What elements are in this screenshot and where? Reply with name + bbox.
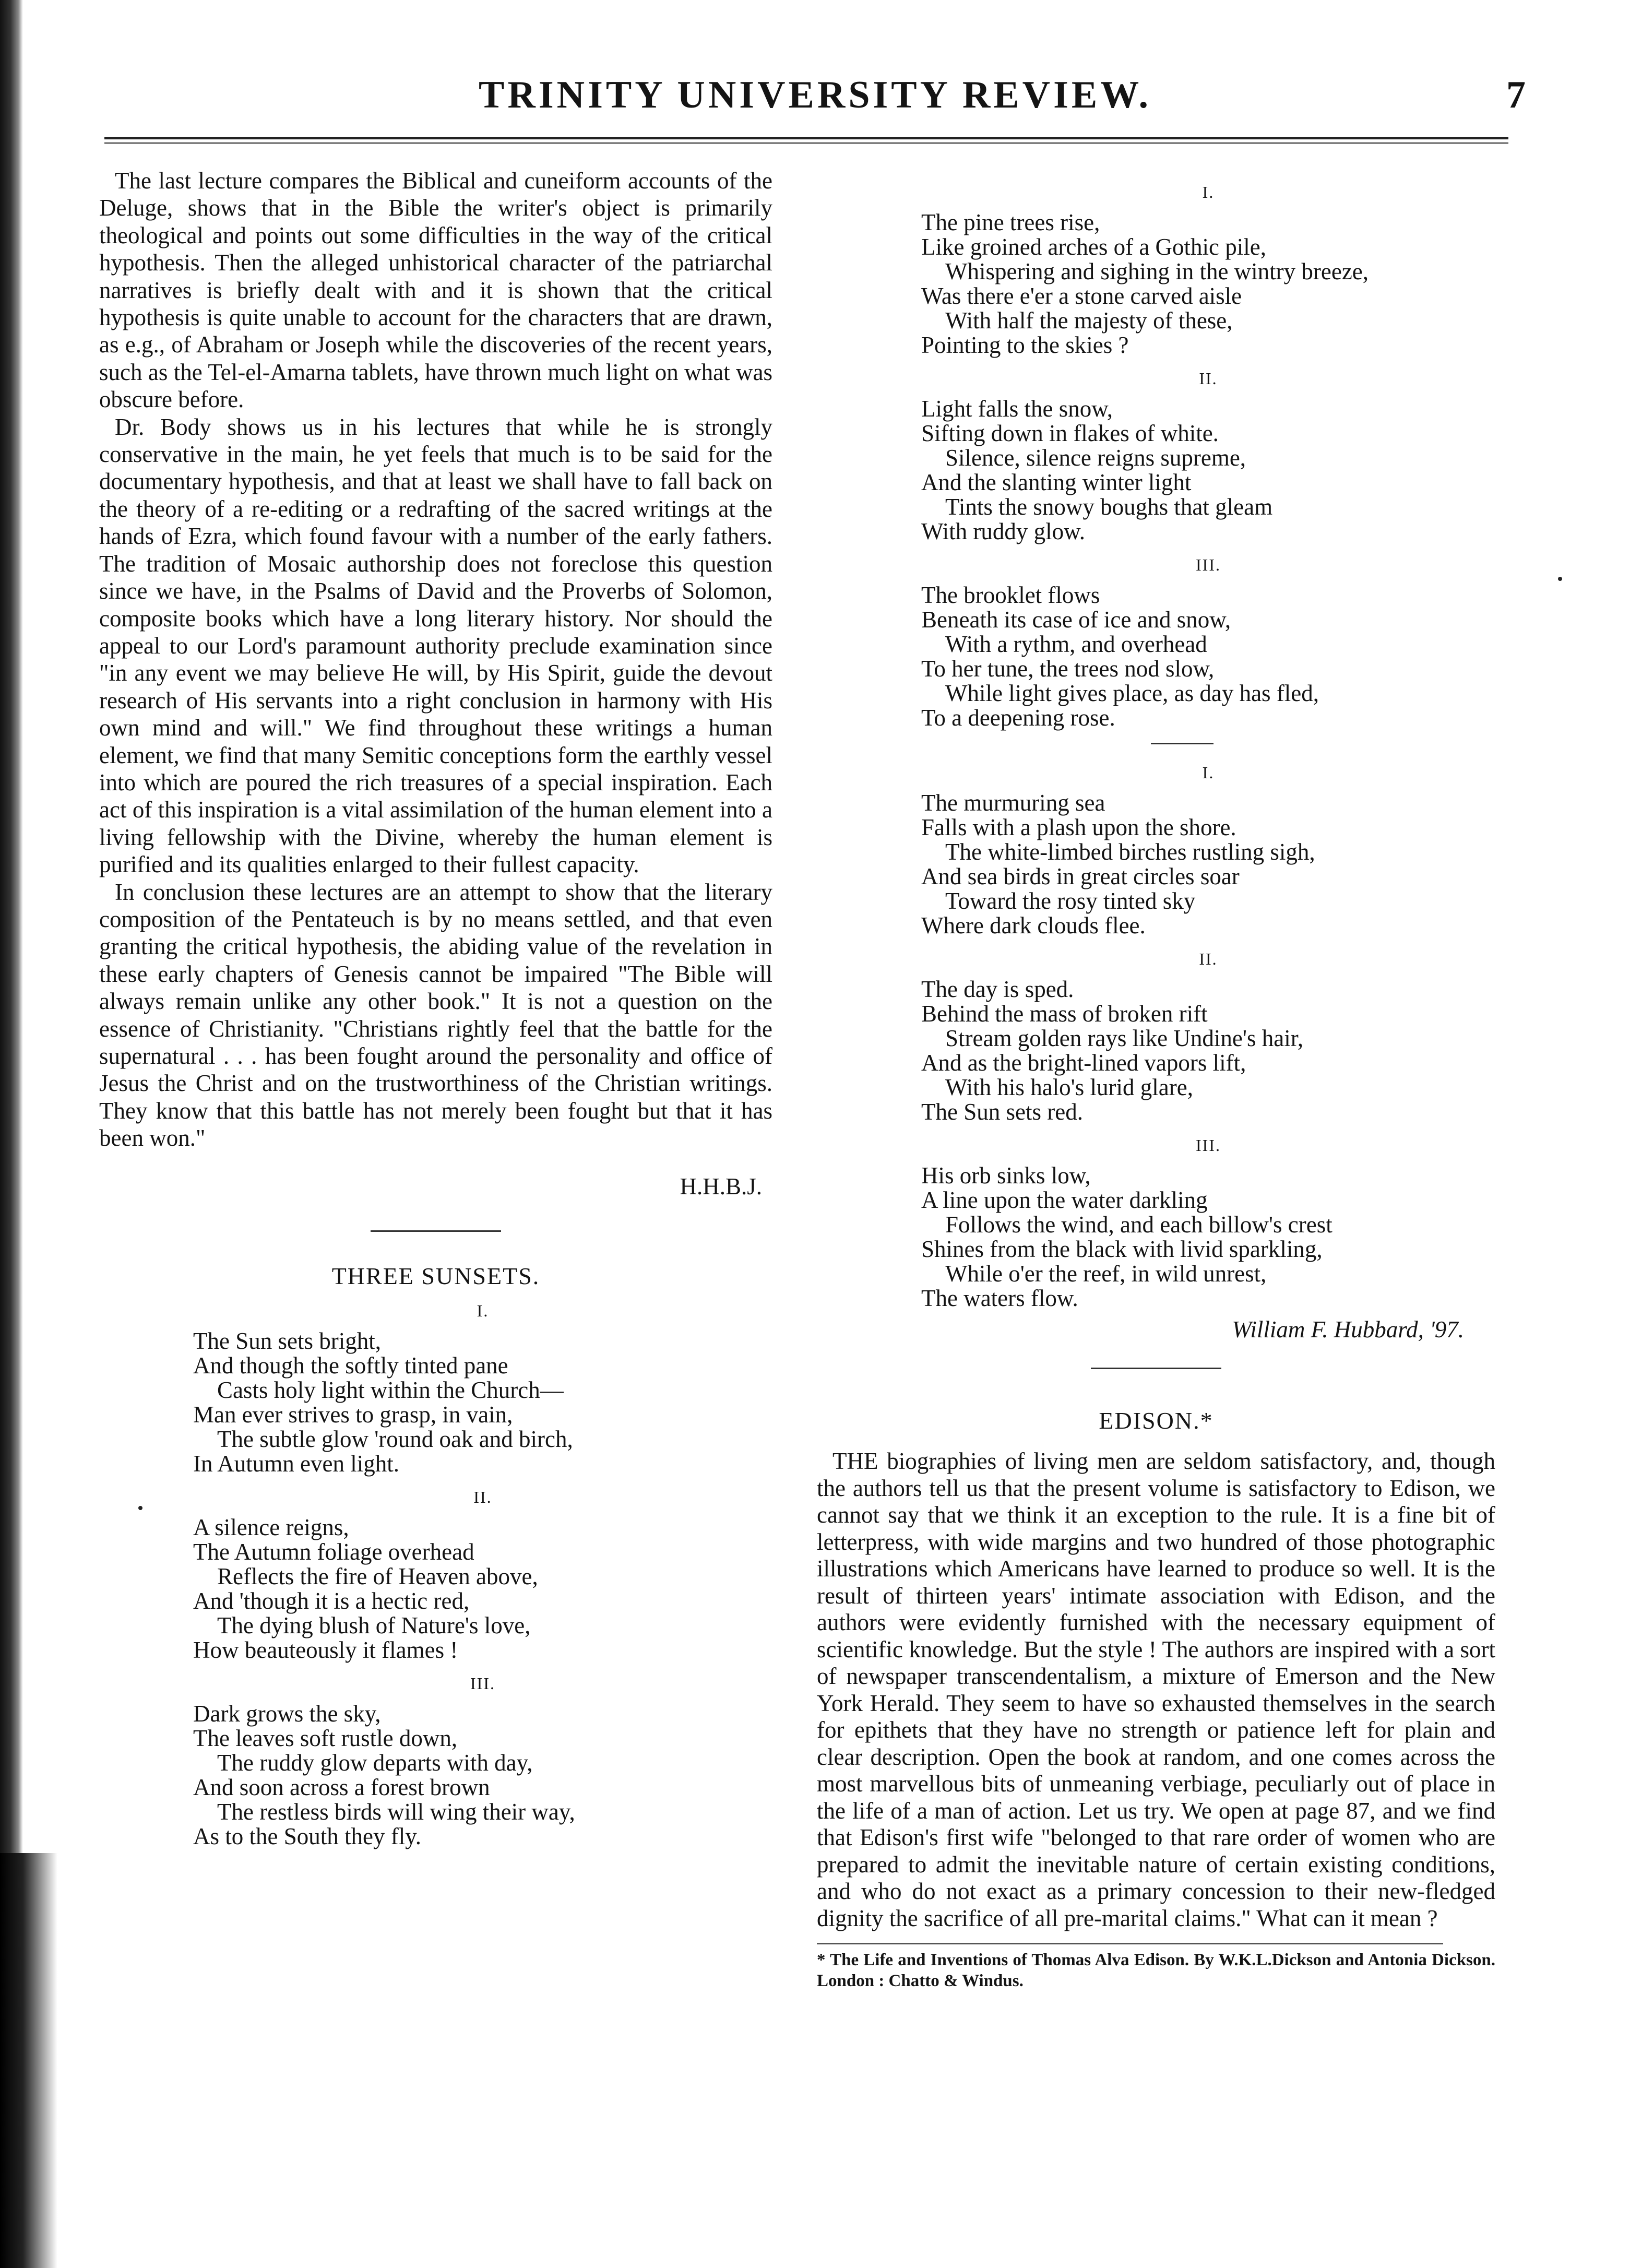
poem-line: And sea birds in great circles soar — [921, 863, 1240, 889]
poem-line: The leaves soft rustle down, — [193, 1725, 458, 1751]
poem-winter — [921, 183, 1495, 730]
poem-line: The pine trees rise, — [921, 209, 1100, 235]
stanza-number: II. — [473, 1487, 492, 1506]
poem-line: Light falls the snow, — [921, 396, 1113, 422]
article-title: EDISON.* — [1099, 1407, 1213, 1434]
poem-line: While light gives place, as day has fled, — [945, 680, 1319, 706]
poem-line: With his halo's lurid glare, — [945, 1074, 1193, 1100]
paragraph: The last lecture compares the Biblical and cuneiform accounts of the Deluge, shows that in the Bible the writer's object is primarily theological and points out some difficulties in the way of the critical hypothesis. Then the alleged unhistorical character of the patriarchal narratives is briefly dealt with and it is shown that the critical hypothesis is quite unable to account for the characters that are drawn, as e.g., of Abraham or Joseph while the discoveries of the recent years, such as the Tel-el-Amarna tablets, have thrown much light on what was obscure before. — [99, 168, 772, 413]
poem-line: The dying blush of Nature's love, — [217, 1612, 531, 1638]
poem-line: The restless birds will wing their way, — [217, 1798, 575, 1825]
poem-line: The day is sped. — [921, 976, 1074, 1002]
article-body — [817, 1448, 1495, 1932]
stanza — [193, 1488, 772, 1663]
footnote-rule — [817, 1943, 1443, 1944]
poem-line: And 'though it is a hectic red, — [193, 1587, 470, 1614]
poem-line: And the slanting winter light — [921, 469, 1192, 495]
poem-line: And though the softly tinted pane — [193, 1352, 508, 1379]
poem-line: Falls with a plash upon the shore. — [921, 814, 1236, 840]
three-sunsets-poem — [193, 1301, 772, 1849]
footnote: * The Life and Inventions of Thomas Alva Edison. By W.K.L.Dickson and Antonia Dickson. London : Chatto & Windus. — [817, 1951, 1495, 1990]
poem-line: Reflects the fire of Heaven above, — [217, 1563, 538, 1589]
header-rule — [104, 137, 1508, 139]
poem-line: The subtle glow 'round oak and birch, — [217, 1426, 573, 1452]
stanza-number: I. — [477, 1301, 489, 1320]
section-divider — [1091, 1368, 1221, 1369]
page-number: 7 — [1506, 74, 1526, 116]
poem-line: The Autumn foliage overhead — [193, 1538, 474, 1565]
stanza-number: I. — [1202, 183, 1215, 201]
poem-line: Silence, silence reigns supreme, — [945, 445, 1246, 471]
paragraph: In conclusion these lectures are an attempt to show that the literary composition of the Pentateuch is by no means settled, and that even granting the critical hypothesis, the abiding value of the revelation in these early chapters of Genesis cannot be impaired "The Bible will always remain unlike any other book." It is not a question on the essence of Christianity. "Christians rightly feel that the battle for the supernatural . . . has been fought around the personality and office of Jesus the Christ and on the trustworthiness of the Christian writings. They know that this battle has not merely been fought but that it has been won." — [99, 878, 772, 1151]
stanza — [193, 1301, 772, 1476]
author-initials: H.H.B.J. — [680, 1173, 762, 1200]
poem-line: The brooklet flows — [921, 582, 1100, 608]
poem-line: And as the bright-lined vapors lift, — [921, 1050, 1246, 1076]
stanza — [921, 183, 1495, 358]
poem-line: While o'er the reef, in wild unrest, — [945, 1261, 1267, 1287]
poem-line: The waters flow. — [921, 1285, 1078, 1311]
poem-line: Dark grows the sky, — [193, 1700, 381, 1727]
edison-review — [817, 1407, 1495, 1991]
poem-line: Behind the mass of broken rift — [921, 1001, 1208, 1027]
poem-line: And soon across a forest brown — [193, 1774, 490, 1800]
stanza-number: III. — [1196, 1136, 1221, 1155]
left-column — [99, 167, 772, 1849]
poem-line: Tints the snowy boughs that gleam — [945, 494, 1273, 520]
stanza-number: III. — [470, 1673, 495, 1693]
journal-title: TRINITY UNIVERSITY REVIEW. — [479, 74, 1151, 116]
poem-line: To her tune, the trees nod slow, — [921, 656, 1215, 682]
stanza — [921, 369, 1495, 544]
poem-line: Shines from the black with livid sparkling, — [921, 1236, 1323, 1262]
poem-line: Was there e'er a stone carved aisle — [921, 283, 1242, 309]
poem-title: THREE SUNSETS. — [331, 1262, 540, 1289]
paragraph: Dr. Body shows us in his lectures that while he is strongly conservative in the main, he yet feels that much is to be said for the documentary hypothesis, and that at least we shall have to fall back on the theory of a re-editing or a redrafting of the sacred writings at the hands of Ezra, which found favour with a number of the early fathers. The tradition of Mosaic authorship does not foreclose this question since we have, in the Psalms of David and the Proverbs of Solomon, composite books which have a long literary history. Nor should the appeal to our Lord's paramount authority preclude examination since "in any event we may believe He will, by His Spirit, guide the devout research of His servants into a right conclusion in harmony with His own mind and will." We find throughout these writings a human element, we find that many Semitic conceptions form the earthly vessel into which are poured the rich treasures of a special inspiration. Each act of this inspiration is a vital assimilation of the human element into a living fellowship with the Divine, whereby the human element is purified and its qualities enlarged to their fullest capacity. — [99, 413, 772, 878]
poem-line: Man ever strives to grasp, in vain, — [193, 1401, 513, 1428]
poem-author: William F. Hubbard, '97. — [1232, 1316, 1464, 1343]
stanza-number: II. — [1199, 949, 1218, 968]
right-column-poems — [921, 183, 1495, 1343]
poem-line: To a deepening rose. — [921, 705, 1115, 731]
poem-sea — [921, 763, 1495, 1343]
poem-line: The white-limbed birches rustling sigh, — [945, 839, 1315, 865]
stanza — [921, 555, 1495, 730]
poem-line: The Sun sets red. — [921, 1099, 1083, 1125]
poem-line: How beauteously it flames ! — [193, 1636, 458, 1663]
poem-line: Follows the wind, and each billow's crest — [945, 1212, 1332, 1238]
stanza — [921, 1136, 1495, 1311]
poem-line: With half the majesty of these, — [945, 307, 1233, 334]
poem-line: A line upon the water darkling — [921, 1187, 1208, 1213]
poem-line: Sifting down in flakes of white. — [921, 420, 1219, 446]
page-edge-shadow-lower — [0, 1853, 57, 2268]
header-rule-thin — [104, 143, 1508, 144]
poem-line: Casts holy light within the Church— — [217, 1376, 564, 1403]
poem-line: Stream golden rays like Undine's hair, — [945, 1025, 1304, 1051]
poem-line: The ruddy glow departs with day, — [217, 1749, 533, 1776]
lecture-review-text — [99, 167, 772, 1152]
poem-line: A silence reigns, — [193, 1514, 349, 1540]
page-header — [0, 68, 1630, 125]
poem-divider — [1151, 743, 1213, 744]
poem-line: Like groined arches of a Gothic pile, — [921, 234, 1267, 260]
stanza-number: I. — [1202, 763, 1215, 782]
paragraph: THE biographies of living men are seldom satisfactory, and, though the authors tell us that the present volume is satisfactory to Edison, we cannot say that we think it an exception to the rule. It is a fine bit of letterpress, with wide margins and two hundred of those photographic illustrations which Americans have learned to produce so well. It is the result of thirteen years' intimate association with Edison, and the authors were evidently furnished with the necessary equipment of scientific knowledge. But the style ! The authors are inspired with a sort of newspaper transcendentalism, a mixture of Emerson and the New York Herald. They seem to have so exhausted themselves in the search for epithets that they have no strength or patience left for plain and clear description. Open the book at random, and one comes across the most marvellous bits of unmeaning verbiage, peculiarly out of place in the life of a man of action. Let us try. We open at page 87, and we find that Edison's first wife "belonged to that rare order of women who are prepared to admit the inevitable nature of certain existing conditions, and who do not exact as a primary concession to their new-fledged dignity the sacrifice of all pre-marital claims." What can it mean ? — [817, 1448, 1495, 1931]
stanza-number: III. — [1196, 555, 1221, 574]
poem-line: Whispering and sighing in the wintry breeze, — [945, 258, 1369, 284]
poem-line: With a rythm, and overhead — [945, 631, 1207, 657]
poem-line: The Sun sets bright, — [193, 1327, 381, 1354]
poem-line: In Autumn even light. — [193, 1450, 399, 1477]
stanza — [193, 1674, 772, 1849]
stanza — [921, 763, 1495, 938]
poem-line: Pointing to the skies ? — [921, 332, 1129, 358]
stanza-number: II. — [1199, 369, 1218, 388]
poem-line: Toward the rosy tinted sky — [945, 888, 1196, 914]
print-speck — [138, 1506, 142, 1510]
poem-line: The murmuring sea — [921, 790, 1105, 816]
poem-line: As to the South they fly. — [193, 1823, 422, 1849]
stanza — [921, 949, 1495, 1124]
poem-line: Beneath its case of ice and snow, — [921, 607, 1231, 633]
poem-line: His orb sinks low, — [921, 1162, 1091, 1189]
poem-line: With ruddy glow. — [921, 518, 1085, 544]
print-speck — [1558, 577, 1562, 581]
poem-line: Where dark clouds flee. — [921, 912, 1146, 939]
